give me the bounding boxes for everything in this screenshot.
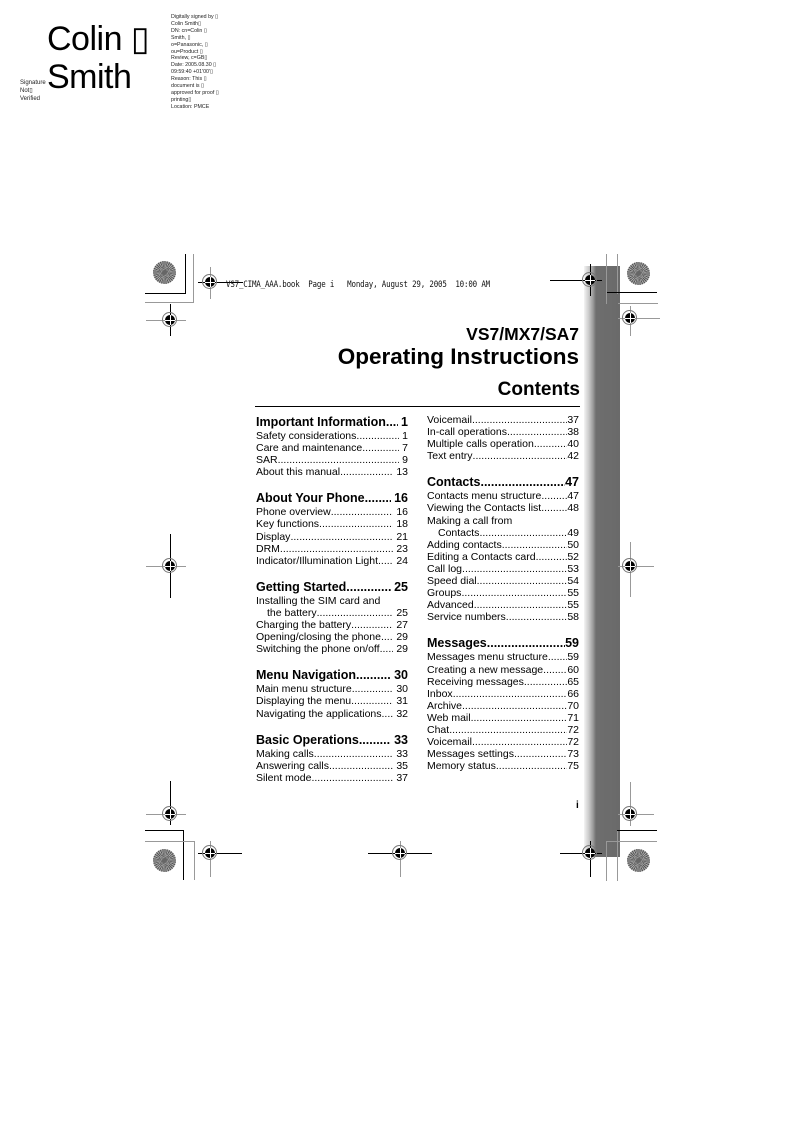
toc-leader-dots <box>534 438 568 450</box>
signature-detail-line: o=Panasonic, ▯ <box>171 41 208 48</box>
toc-leader-dots <box>541 490 567 502</box>
toc-entry-page: 55 <box>567 599 579 612</box>
toc-entry-title: Key functions <box>256 518 320 531</box>
toc-entry[interactable] <box>427 426 579 438</box>
signature-detail-line: approved for proof ▯ <box>171 89 219 96</box>
toc-entry-page: 1 <box>402 430 408 442</box>
signature-name-line1: Colin ▯ <box>47 20 150 58</box>
toc-entry[interactable] <box>427 736 579 748</box>
crop-line <box>145 841 195 842</box>
toc-section <box>427 635 579 772</box>
toc-leader-dots <box>386 414 398 430</box>
toc-section-heading[interactable] <box>256 490 408 506</box>
toc-column-left <box>256 414 408 796</box>
toc-entry-page: 71 <box>567 711 579 724</box>
toc-entry-title: Phone overview <box>256 506 331 519</box>
side-tab <box>584 266 620 857</box>
toc-leader-dots <box>382 708 394 720</box>
toc-entry[interactable] <box>427 748 579 760</box>
toc-entry[interactable] <box>256 430 408 442</box>
toc-leader-dots <box>536 551 568 563</box>
signature-status <box>20 79 46 103</box>
toc-entry[interactable] <box>256 760 408 772</box>
crop-line <box>617 254 618 294</box>
toc-entry-page: 24 <box>396 554 408 567</box>
toc-section-title: Menu Navigation <box>256 668 357 683</box>
toc-entry-title: Advanced <box>427 599 474 612</box>
toc-section-page: 30 <box>394 668 408 683</box>
toc-entry[interactable] <box>427 515 579 539</box>
toc-entry-page: 7 <box>402 442 408 455</box>
toc-entry-page: 73 <box>567 748 579 761</box>
toc-entry-title: Text entry <box>427 450 473 463</box>
toc-leader-dots <box>278 454 400 466</box>
toc-entry-title: Service numbers <box>427 611 506 624</box>
signature-detail-line: Date: 2005.08.30 ▯ <box>171 62 217 69</box>
toc-entry[interactable] <box>427 712 579 724</box>
toc-leader-dots <box>449 724 567 736</box>
toc-entry[interactable] <box>256 643 408 655</box>
toc-entry-page: 65 <box>567 675 579 688</box>
toc-section-heading[interactable] <box>256 579 408 595</box>
toc-entry-line <box>256 595 408 607</box>
toc-entry-title-cont: Contacts <box>438 526 480 539</box>
toc-entry[interactable] <box>427 676 579 688</box>
crop-line <box>145 293 186 294</box>
toc-leader-dots <box>541 502 567 514</box>
toc-entry[interactable] <box>256 595 408 619</box>
toc-entry-title: Answering calls <box>256 759 329 772</box>
toc-entry-page: 70 <box>567 699 579 712</box>
toc-leader-dots <box>543 664 567 676</box>
toc-entry[interactable] <box>427 688 579 700</box>
toc-entry[interactable] <box>427 551 579 563</box>
crop-line <box>617 830 657 831</box>
toc-leader-dots <box>351 695 393 707</box>
toc-entry-title: Memory status <box>427 760 496 773</box>
signature-detail-line: 09:59:40 +01'00'▯ <box>171 69 213 76</box>
toc-leader-dots <box>319 518 393 530</box>
toc-entry-line <box>427 527 579 539</box>
toc-leader-dots <box>502 539 568 551</box>
crop-line <box>193 254 194 303</box>
toc-entry[interactable] <box>256 543 408 555</box>
toc-leader-dots <box>352 683 394 695</box>
toc-entry-page: 37 <box>567 414 579 426</box>
toc-entry-title: Multiple calls operation <box>427 438 534 451</box>
toc-entry[interactable] <box>427 587 579 599</box>
toc-section-page: 25 <box>394 579 408 594</box>
signature-detail-line: document is ▯ <box>171 83 204 90</box>
toc-leader-dots <box>480 474 565 490</box>
toc-entry-title: Groups <box>427 587 462 600</box>
toc-leader-dots <box>507 426 567 438</box>
toc-entry-title: In-call operations <box>427 426 507 439</box>
toc-entry-page: 55 <box>567 587 579 600</box>
toc-leader-dots <box>487 635 565 651</box>
toc-leader-dots <box>356 430 399 442</box>
toc-leader-dots <box>329 760 393 772</box>
toc-entry[interactable] <box>427 651 579 663</box>
toc-entry[interactable] <box>427 563 579 575</box>
toc-leader-dots <box>472 736 567 748</box>
crop-line <box>145 830 184 831</box>
toc-entry-page: 72 <box>567 736 579 749</box>
toc-entry-title: Safety considerations <box>256 430 357 442</box>
toc-entry[interactable] <box>256 631 408 643</box>
toc-entry[interactable] <box>427 575 579 587</box>
toc-section-heading[interactable] <box>427 635 579 651</box>
toc-entry[interactable] <box>427 414 579 426</box>
toc-entry-page: 49 <box>567 526 579 539</box>
toc-entry-title: Indicator/Illumination Light <box>256 554 378 567</box>
toc-entry-page: 27 <box>396 619 408 632</box>
toc-section-page: 33 <box>394 732 408 747</box>
toc-section-heading[interactable] <box>256 414 408 430</box>
toc-entry-page: 33 <box>396 747 408 760</box>
toc-section <box>256 414 408 478</box>
toc-entry[interactable] <box>427 700 579 712</box>
toc-entry-page: 50 <box>567 538 579 551</box>
toc-entry-page: 31 <box>396 695 408 708</box>
toc-section-title: Contacts <box>427 475 481 490</box>
toc-leader-dots <box>356 667 391 683</box>
signature-detail-line: Reason: This ▯ <box>171 76 207 83</box>
toc-leader-dots <box>280 543 393 555</box>
toc-section <box>256 579 408 655</box>
toc-entry-title: Chat <box>427 723 450 736</box>
toc-section-title: Messages <box>427 636 487 651</box>
signature-detail-line: ou=Product ▯ <box>171 48 203 55</box>
toc-entry[interactable] <box>256 518 408 530</box>
toc-entry-title: Displaying the menu <box>256 695 352 708</box>
toc-leader-dots <box>380 643 394 655</box>
toc-section <box>256 732 408 784</box>
toc-entry[interactable] <box>427 438 579 450</box>
toc-entry-page: 29 <box>396 631 408 644</box>
registration-rosette-icon <box>627 262 650 285</box>
crop-line <box>606 841 607 881</box>
toc-entry-page: 52 <box>567 550 579 563</box>
toc-entry-page: 60 <box>567 663 579 676</box>
print-header: VS7_CIMA_AAA.book Page i Monday, August 29, 2005 10:00 AM <box>226 280 490 290</box>
toc-entry-page: 75 <box>567 760 579 773</box>
toc-entry[interactable] <box>427 599 579 611</box>
contents-heading: Contents <box>497 379 580 400</box>
signature-detail-line: Digitally signed by ▯ <box>171 14 219 20</box>
toc-entry-line <box>256 607 408 619</box>
toc-leader-dots <box>314 748 394 760</box>
signature-details <box>171 14 241 111</box>
signature-detail-line: Smith, ▯ <box>171 34 191 41</box>
toc-entry-title: Adding contacts <box>427 538 502 551</box>
toc-entry-title: DRM <box>256 542 280 555</box>
toc-leader-dots <box>462 700 567 712</box>
toc-leader-dots <box>317 607 394 619</box>
toc-entry-page: 25 <box>396 606 408 619</box>
page-number: i <box>576 800 579 811</box>
toc-entry-title: Contacts menu structure <box>427 490 542 503</box>
toc-entry-title: Receiving messages <box>427 675 524 688</box>
toc-entry[interactable] <box>427 490 579 502</box>
toc-entry-page: 42 <box>567 450 579 463</box>
toc-leader-dots <box>472 414 567 426</box>
toc-entry[interactable] <box>256 442 408 454</box>
toc-entry-page: 40 <box>567 438 579 451</box>
toc-entry-title: About this manual <box>256 466 341 479</box>
toc-leader-dots <box>340 466 393 478</box>
signature-detail-line: Location: PMCE <box>171 103 210 110</box>
toc-leader-dots <box>473 450 568 462</box>
toc-entry[interactable] <box>256 748 408 760</box>
toc-entry-title: Opening/closing the phone <box>256 631 381 644</box>
toc-entry-page: 21 <box>396 530 408 543</box>
toc-entry-page: 37 <box>396 771 408 784</box>
registration-rosette-icon <box>153 261 176 284</box>
toc-section-title: Basic Operations <box>256 732 359 747</box>
toc-entry-page: 35 <box>396 759 408 772</box>
model-name: VS7/MX7/SA7 <box>466 324 579 344</box>
toc-section-page: 1 <box>401 415 408 429</box>
page-title: Operating Instructions <box>337 344 579 369</box>
toc-leader-dots <box>479 527 567 539</box>
toc-entry[interactable] <box>256 466 408 478</box>
toc-leader-dots <box>477 575 568 587</box>
crop-line <box>185 254 186 294</box>
toc-entry-page: 38 <box>567 426 579 439</box>
toc-leader-dots <box>362 442 399 454</box>
signature-detail-line: DN: cn=Colin ▯ <box>171 27 207 34</box>
toc-entry[interactable] <box>256 772 408 784</box>
toc-section-page: 16 <box>394 491 408 506</box>
toc-leader-dots <box>365 490 392 506</box>
toc-entry-title: Voicemail <box>427 414 472 426</box>
toc-entry-title: SAR <box>256 454 278 467</box>
toc-entry-page: 58 <box>567 611 579 624</box>
toc-entry-page: 72 <box>567 723 579 736</box>
toc-entry-title: Main menu structure <box>256 683 352 696</box>
toc-section-page: 59 <box>565 636 579 651</box>
toc-section-heading[interactable] <box>427 474 579 490</box>
toc-leader-dots <box>514 748 567 760</box>
crop-line <box>617 830 618 881</box>
toc-column-right <box>427 414 579 784</box>
toc-entry-title-cont: the battery <box>267 606 317 619</box>
toc-entry-page: 30 <box>396 683 408 696</box>
toc-entry[interactable] <box>256 555 408 567</box>
toc-entry[interactable] <box>256 683 408 695</box>
toc-leader-dots <box>471 712 568 724</box>
toc-entry-page: 48 <box>567 502 579 515</box>
toc-entry-title: Viewing the Contacts list <box>427 502 542 515</box>
signature-name <box>47 20 149 96</box>
toc-entry[interactable] <box>427 611 579 623</box>
toc-entry-title: Messages menu structure <box>427 651 548 664</box>
toc-entry-page: 32 <box>396 707 408 720</box>
toc-entry-title: Web mail <box>427 711 471 724</box>
crop-line <box>607 841 657 842</box>
toc-entry[interactable] <box>256 619 408 631</box>
toc-entry-title: Messages settings <box>427 748 514 761</box>
registration-rosette-icon <box>153 849 176 872</box>
toc-entry-title: Archive <box>427 699 463 712</box>
toc-entry[interactable] <box>427 502 579 514</box>
toc-entry-title: Inbox <box>427 687 453 700</box>
toc-entry-title: Editing a Contacts card <box>427 550 536 563</box>
toc-entry-page: 16 <box>396 506 408 519</box>
toc-entry-line <box>427 515 579 527</box>
toc-leader-dots <box>290 531 393 543</box>
toc-section-title: Important Information <box>256 415 386 429</box>
toc-entry-title: Call log <box>427 562 463 575</box>
toc-entry-page: 47 <box>567 490 579 503</box>
crop-line <box>618 303 658 304</box>
toc-entry[interactable] <box>256 708 408 720</box>
registration-rosette-icon <box>627 849 650 872</box>
crop-line <box>183 830 184 880</box>
toc-entry-page: 18 <box>396 518 408 531</box>
toc-entry-page: 53 <box>567 562 579 575</box>
divider <box>255 406 580 407</box>
toc-section-heading[interactable] <box>256 732 408 748</box>
toc-section <box>427 414 579 462</box>
crop-line <box>606 254 607 304</box>
toc-leader-dots <box>506 611 568 623</box>
toc-leader-dots <box>378 555 393 567</box>
signature-detail-line: Colin Smith▯ <box>171 20 201 27</box>
toc-entry-title: Voicemail <box>427 736 472 749</box>
toc-entry[interactable] <box>427 539 579 551</box>
toc-leader-dots <box>524 676 567 688</box>
toc-entry-title: Making calls <box>256 747 314 760</box>
toc-entry-title: Speed dial <box>427 575 477 588</box>
signature-status-line: Verified <box>20 96 41 102</box>
toc-entry-page: 66 <box>567 687 579 700</box>
signature-status-line: Signature <box>20 80 46 86</box>
toc-section-heading[interactable] <box>256 667 408 683</box>
signature-status-line: Not▯ <box>20 88 33 94</box>
toc-entry[interactable] <box>427 724 579 736</box>
toc-section-title: About Your Phone <box>256 491 365 506</box>
toc-section-page: 47 <box>565 475 579 490</box>
crop-line <box>145 302 193 303</box>
toc-entry-page: 23 <box>396 542 408 555</box>
toc-entry-page: 13 <box>396 466 408 479</box>
crop-line <box>607 292 657 293</box>
toc-leader-dots <box>474 599 568 611</box>
toc-entry-page: 54 <box>567 575 579 588</box>
signature-detail-line: printing▯ <box>171 96 192 103</box>
toc-entry-title: Navigating the applications <box>256 707 382 720</box>
signature-name-line2: Smith <box>47 58 132 96</box>
toc-entry-title: Care and maintenance <box>256 442 363 455</box>
toc-leader-dots <box>351 619 393 631</box>
toc-leader-dots <box>346 579 391 595</box>
toc-leader-dots <box>461 587 567 599</box>
crop-line <box>194 841 195 880</box>
toc-entry-title: Display <box>256 530 291 543</box>
toc-entry-page: 29 <box>396 643 408 656</box>
toc-leader-dots <box>462 563 567 575</box>
toc-entry-title: Charging the battery <box>256 619 352 632</box>
toc-entry-title: Installing the SIM card and <box>256 594 381 607</box>
toc-leader-dots <box>496 760 567 772</box>
toc-leader-dots <box>331 506 394 518</box>
toc-entry[interactable] <box>427 760 579 772</box>
toc-entry[interactable] <box>256 506 408 518</box>
toc-leader-dots <box>381 631 393 643</box>
toc-entry-page: 59 <box>567 651 579 664</box>
toc-entry-title: Making a call from <box>427 514 513 527</box>
toc-entry-page: 9 <box>402 454 408 467</box>
toc-leader-dots <box>453 688 568 700</box>
toc-entry-title: Creating a new message <box>427 663 544 676</box>
toc-entry[interactable] <box>256 454 408 466</box>
toc-section <box>427 474 579 623</box>
toc-leader-dots <box>548 651 568 663</box>
toc-entry[interactable] <box>427 450 579 462</box>
toc-section <box>256 667 408 719</box>
toc-section-title: Getting Started <box>256 579 347 594</box>
toc-entry[interactable] <box>256 695 408 707</box>
toc-section <box>256 490 408 566</box>
toc-leader-dots <box>359 732 391 748</box>
signature-detail-line: Review, c=GB▯ <box>171 55 208 62</box>
toc-entry-title: Switching the phone on/off <box>256 643 380 656</box>
toc-entry-title: Silent mode <box>256 771 312 784</box>
toc-entry[interactable] <box>427 664 579 676</box>
toc-leader-dots <box>311 772 393 784</box>
toc-entry[interactable] <box>256 531 408 543</box>
